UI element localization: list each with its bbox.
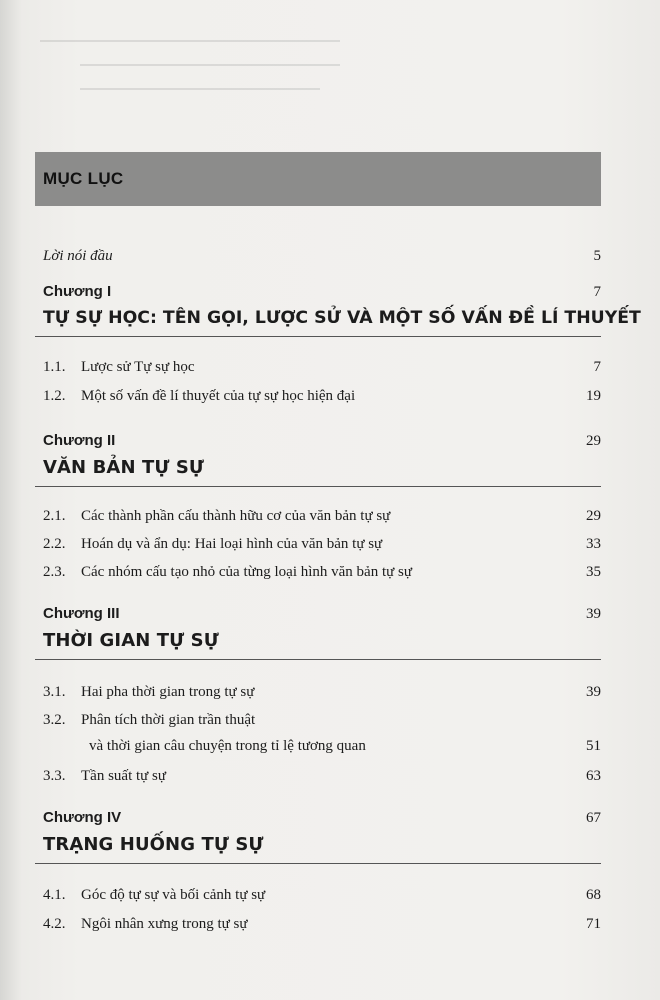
section-entry [35, 885, 601, 905]
chapter-title: VĂN BẢN TỰ SỰ [35, 451, 601, 487]
section-title: Lược sử Tự sự học [81, 359, 195, 375]
section-page: 51 [586, 738, 601, 754]
section-page: 71 [586, 916, 601, 932]
table-of-contents [35, 152, 641, 934]
preface-entry [35, 246, 601, 266]
section-number: 4.2. [43, 916, 66, 932]
section-title: Phân tích thời gian trần thuật [81, 712, 256, 728]
section-page: 29 [586, 508, 601, 524]
chapter-page: 39 [586, 606, 601, 622]
chapter-label: Chương IV [43, 809, 122, 826]
section-number: 2.3. [43, 564, 66, 580]
section-entry [35, 386, 601, 406]
chapter-2-heading [35, 431, 601, 451]
chapter-label: Chương I [43, 283, 112, 300]
section-entry [35, 357, 601, 377]
chapter-title: TỰ SỰ HỌC: TÊN GỌI, LƯỢC SỬ VÀ MỘT SỐ VẤN ĐỀ LÍ THUYẾT [35, 302, 601, 337]
preface-label: Lời nói đầu [43, 248, 113, 264]
section-entry [35, 766, 601, 786]
section-title: Góc độ tự sự và bối cảnh tự sự [81, 887, 266, 903]
section-page: 7 [593, 359, 601, 375]
section-title: Ngôi nhân xưng trong tự sự [81, 916, 248, 932]
section-page: 39 [586, 684, 601, 700]
section-number: 3.3. [43, 768, 66, 784]
bleed-through-text [40, 40, 600, 150]
section-page: 33 [586, 536, 601, 552]
section-title: Hoán dụ và ẩn dụ: Hai loại hình của văn bản tự sự [81, 536, 383, 552]
section-number: 2.1. [43, 508, 66, 524]
section-number: 4.1. [43, 887, 66, 903]
section-page: 63 [586, 768, 601, 784]
chapter-page: 7 [593, 284, 601, 300]
chapter-3-heading [35, 604, 601, 624]
chapter-label: Chương III [43, 605, 120, 622]
section-entry [35, 562, 601, 582]
section-title-continued: và thời gian câu chuyện trong tỉ lệ tương quan [89, 738, 366, 754]
section-title: Hai pha thời gian trong tự sự [81, 684, 255, 700]
section-entry [35, 914, 601, 934]
section-page: 68 [586, 887, 601, 903]
chapter-title: THỜI GIAN TỰ SỰ [35, 624, 601, 660]
section-title: Các nhóm cấu tạo nhỏ của từng loại hình văn bản tự sự [81, 564, 412, 580]
section-title: Một số vấn đề lí thuyết của tự sự học hiện đại [81, 388, 356, 404]
section-number: 1.2. [43, 388, 66, 404]
section-number: 3.1. [43, 684, 66, 700]
section-number: 3.2. [43, 712, 66, 728]
section-entry [35, 534, 601, 554]
chapter-page: 67 [586, 810, 601, 826]
section-entry [35, 506, 601, 526]
section-page: 19 [586, 388, 601, 404]
toc-heading: MỤC LỤC [43, 169, 124, 188]
section-page: 35 [586, 564, 601, 580]
chapter-4-heading [35, 808, 601, 828]
chapter-1-heading [35, 282, 601, 302]
section-entry [35, 710, 601, 756]
toc-header-bar [35, 152, 601, 206]
chapter-title: TRẠNG HUỐNG TỰ SỰ [35, 828, 601, 864]
chapter-page: 29 [586, 433, 601, 449]
section-title: Tần suất tự sự [81, 768, 166, 784]
chapter-label: Chương II [43, 432, 116, 449]
section-number: 1.1. [43, 359, 66, 375]
section-title: Các thành phần cấu thành hữu cơ của văn bản tự sự [81, 508, 391, 524]
section-entry [35, 682, 601, 702]
section-number: 2.2. [43, 536, 66, 552]
preface-page: 5 [593, 248, 601, 264]
